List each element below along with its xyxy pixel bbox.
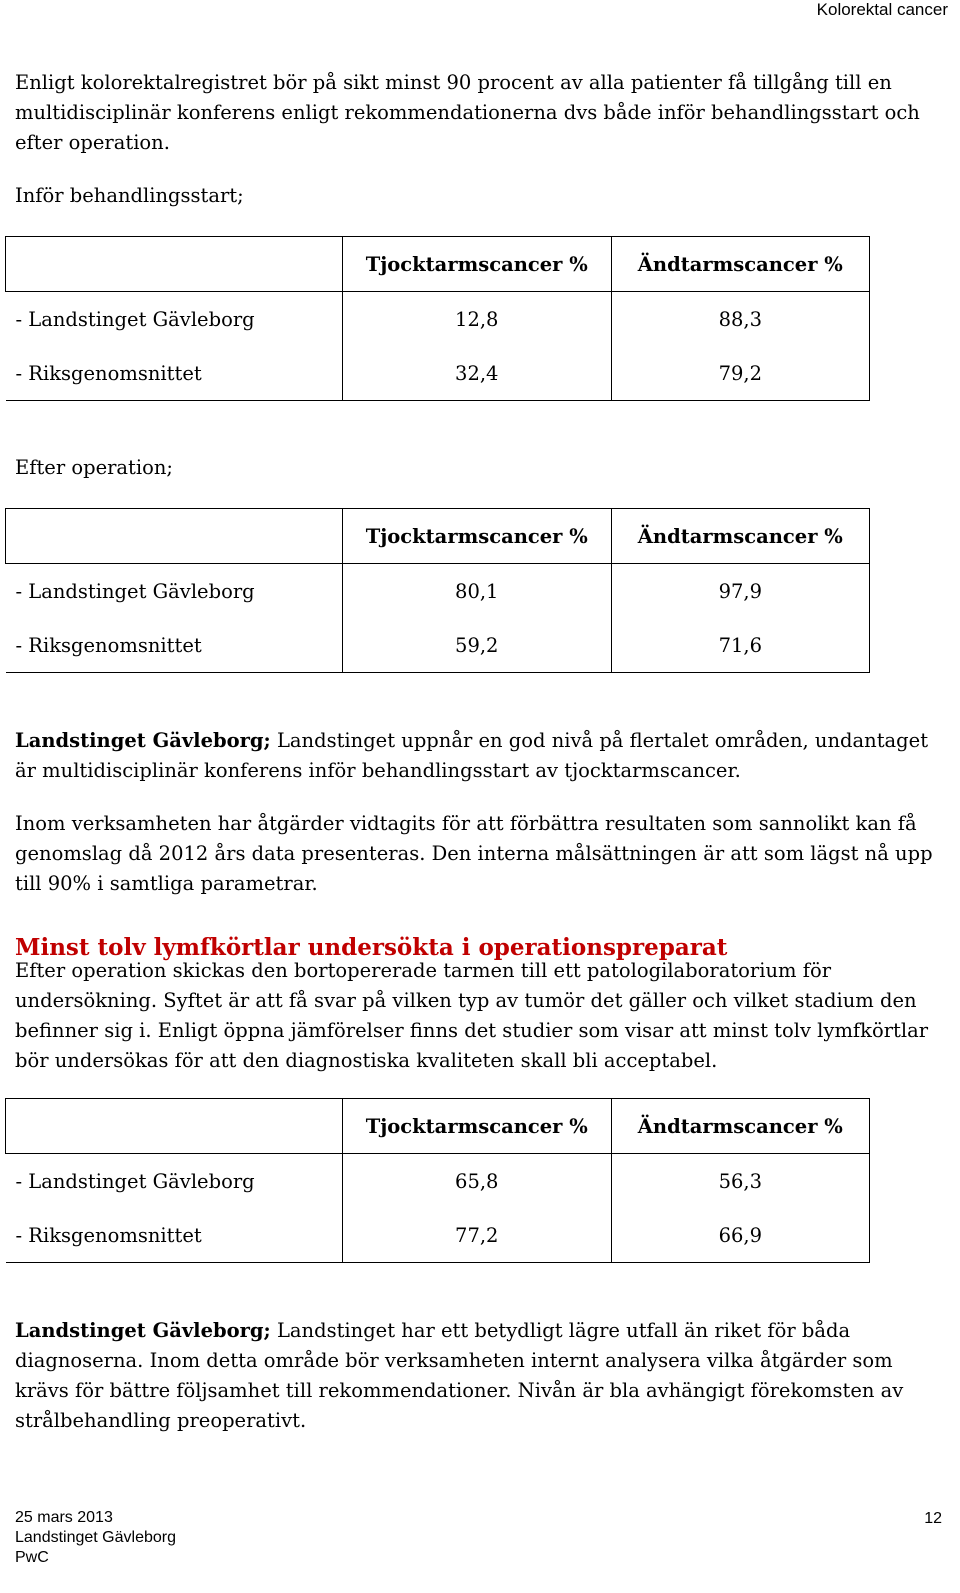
table-before-treatment (5, 236, 870, 401)
column-header-rectal: Ändtarmscancer % (611, 237, 869, 292)
footer-organization: Landstinget Gävleborg (15, 1529, 176, 1546)
cell-value: 88,3 (611, 292, 869, 347)
lymph-nodes-paragraph: Efter operation skickas den bortopererade tarmen till ett patologilaboratorium för undersökning. Syftet är att få svar på vilken typ av tumör det gäller och vilket stadium den befinner sig i. Enligt öppna jämförelser finns det studier som visar att minst tolv lymfkörtlar bör undersökas för att den diagnostiska kvaliteten skall bli acceptabel. (15, 959, 929, 1072)
section-heading-lymph-nodes: Minst tolv lymfkörtlar undersökta i operationspreparat (15, 934, 728, 961)
table-after-operation (5, 508, 870, 673)
cell-value: 66,9 (611, 1208, 869, 1263)
row-label: - Riksgenomsnittet (6, 618, 343, 673)
assessment-text: Landstinget har ett betydligt lägre utfall än riket för båda diagnoserna. Inom detta område bör verksamheten internt analysera vilka åtgärder som krävs för bättre följsamhet till rekommendationer. Nivån är bla avhängigt förekomsten av strålbehandling preoperativt. (15, 1319, 904, 1432)
cell-value: 65,8 (342, 1154, 611, 1209)
row-label: - Landstinget Gävleborg (15, 1169, 255, 1193)
section-label-before-treatment: Inför behandlingsstart; (15, 184, 244, 207)
measures-paragraph: Inom verksamheten har åtgärder vidtagits för att förbättra resultaten som sannolikt kan få genomslag då 2012 års data presenteras. Den interna målsättningen är att som lägst nå upp till 90% i samtliga parametrar. (15, 812, 933, 895)
assessment-paragraph-1 (15, 726, 945, 786)
row-label: - Landstinget Gävleborg (15, 307, 255, 331)
assessment-lead: Landstinget Gävleborg; (15, 729, 271, 752)
assessment-paragraph-2 (15, 1316, 945, 1436)
cell-value: 97,9 (611, 564, 869, 619)
cell-value: 12,8 (342, 292, 611, 347)
column-header-rectal: Ändtarmscancer % (611, 509, 869, 564)
column-header-colon: Tjocktarmscancer % (342, 1099, 611, 1154)
cell-value: 56,3 (611, 1154, 869, 1209)
table-row (6, 1208, 870, 1263)
assessment-lead: Landstinget Gävleborg; (15, 1319, 271, 1342)
row-label: - Riksgenomsnittet (6, 346, 343, 401)
footer-firm: PwC (15, 1549, 49, 1566)
cell-value: 80,1 (342, 564, 611, 619)
page-footer (15, 1508, 176, 1568)
cell-value: 79,2 (611, 346, 869, 401)
table-row (6, 618, 870, 673)
footer-date: 25 mars 2013 (15, 1509, 113, 1526)
column-header-colon: Tjocktarmscancer % (342, 237, 611, 292)
page-number: 12 (924, 1510, 942, 1527)
table-row (6, 1154, 870, 1209)
section-label-after-operation: Efter operation; (15, 456, 173, 479)
column-header-rectal: Ändtarmscancer % (611, 1099, 869, 1154)
intro-paragraph: Enligt kolorektalregistret bör på sikt minst 90 procent av alla patienter få tillgång till en multidisciplinär konferens enligt rekommendationerna dvs både inför behandlingsstart och efter operation. (15, 71, 920, 154)
table-row (6, 346, 870, 401)
cell-value: 32,4 (342, 346, 611, 401)
table-row (6, 564, 870, 619)
table-lymph-nodes (5, 1098, 870, 1263)
running-header: Kolorektal cancer (816, 0, 948, 19)
assessment-text: Landstinget uppnår en god nivå på flertalet områden, undantaget är multidisciplinär konferens inför behandlingsstart av tjocktarmscancer. (15, 729, 929, 782)
cell-value: 77,2 (342, 1208, 611, 1263)
table-row (6, 292, 870, 347)
row-label: - Landstinget Gävleborg (15, 579, 255, 603)
row-label: - Riksgenomsnittet (6, 1208, 343, 1263)
cell-value: 59,2 (342, 618, 611, 673)
cell-value: 71,6 (611, 618, 869, 673)
column-header-colon: Tjocktarmscancer % (342, 509, 611, 564)
